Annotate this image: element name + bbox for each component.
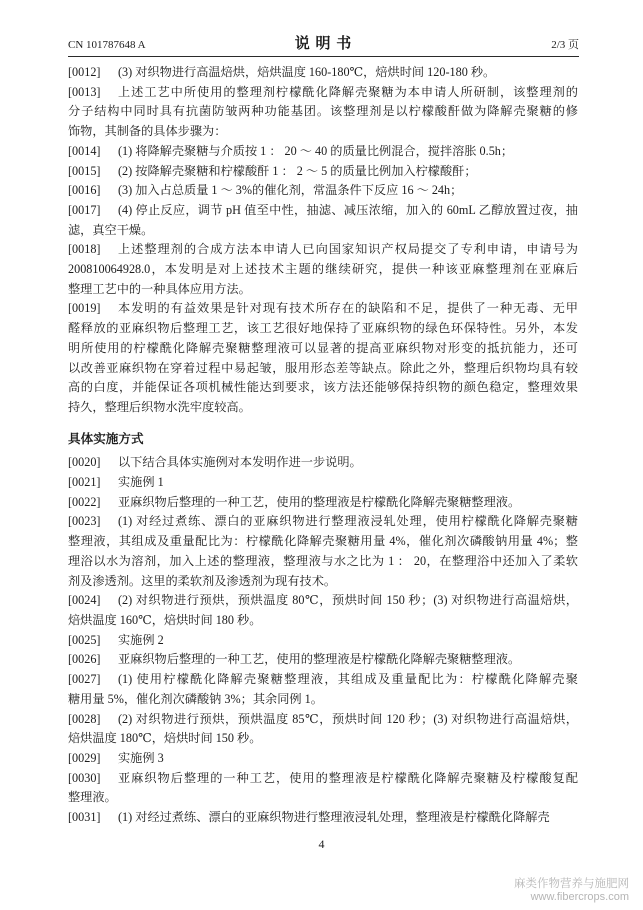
- paragraph-first-line: [68, 83, 578, 103]
- text-line: 饰物，其制备的具体步骤为：: [68, 124, 227, 139]
- paragraph-first-line: [68, 201, 578, 221]
- paragraph-first-line: [68, 749, 578, 769]
- paragraph-number: [0015]: [68, 163, 101, 178]
- text-line: (3) 加入占总质量 1 ～ 3%的催化剂，常温条件下反应 16 ～ 24h；: [118, 183, 463, 198]
- paragraph-number: [0025]: [68, 632, 101, 647]
- text-line: 以改善亚麻织物在穿着过程中易起皱，服用形态差等缺点。除此之外，整理后织物均具有较: [68, 360, 578, 375]
- paragraph-first-line: [68, 142, 578, 162]
- text-line: 明所使用的柠檬酰化降解壳聚糖整理液可以显著的提高亚麻织物对形变的抵抗能力，还可: [68, 340, 578, 355]
- paragraph: [68, 63, 578, 83]
- text-line: 本发明的有益效果是针对现有技术所存在的缺陷和不足，提供了一种无毒、无甲: [118, 301, 578, 316]
- paragraph: [68, 512, 578, 591]
- paragraph-number: [0026]: [68, 652, 101, 667]
- paragraph-number: [0027]: [68, 672, 101, 687]
- watermark: [514, 877, 629, 904]
- page-body: [68, 63, 578, 828]
- paragraph: [68, 493, 578, 513]
- paragraph: [68, 240, 578, 299]
- page-number: 4: [318, 837, 325, 851]
- text-line: 以下结合具体实施例对本发明作进一步说明。: [118, 455, 362, 470]
- text-line: 焙烘温度 180℃，焙烘时间 150 秒。: [68, 731, 262, 746]
- text-line: (2) 对织物进行预烘，预烘温度 80℃，预烘时间 150 秒；(3) 对织物进行高温焙烘，: [118, 593, 578, 608]
- paragraph-number: [0014]: [68, 143, 101, 158]
- paragraph-number: [0013]: [68, 84, 101, 99]
- text-line: (2) 按降解壳聚糖和柠檬酸酐 1 ： 2 ～ 5 的质量比例加入柠檬酸酐；: [118, 163, 477, 178]
- paragraph-number: [0016]: [68, 183, 101, 198]
- paragraph: [68, 650, 578, 670]
- paragraph-number: [0029]: [68, 750, 101, 765]
- paragraph: [68, 631, 578, 651]
- text-line: (1) 将降解壳聚糖与介质按 1 ： 20 ～ 40 的质量比例混合，搅拌溶胀 0.5h；: [118, 143, 514, 158]
- paragraph-number: [0012]: [68, 65, 101, 79]
- text-line: 糖用量 5%，催化剂次磷酸钠 3%；其余同例 1。: [68, 691, 323, 706]
- text-line: 亚麻织物后整理的一种工艺，使用的整理液是柠檬酰化降解壳聚糖整理液。: [118, 494, 521, 509]
- text-line: 分子结构中同时具有抗菌防皱两种功能基团。该整理剂是以柠檬酸酐做为降解壳聚糖的修: [68, 104, 578, 119]
- watermark-site-name: 麻类作物营养与施肥网: [514, 878, 629, 890]
- paragraph-number: [0018]: [68, 242, 101, 257]
- text-line: 上述整理剂的合成方法本申请人已向国家知识产权局提交了专利申请，申请号为: [118, 242, 578, 257]
- text-line: 上述工艺中所使用的整理剂柠檬酰化降解壳聚糖为本申请人所研制，该整理剂的: [118, 84, 578, 99]
- paragraph-first-line: [68, 808, 578, 828]
- paragraph: [68, 181, 578, 201]
- text-line: 实施例 3: [118, 750, 164, 765]
- description-section: [68, 63, 578, 418]
- publication-number: CN 101787648 A: [68, 39, 146, 51]
- paragraph-first-line: [68, 670, 578, 690]
- text-line: 剂及渗透剂。这里的柔软剂及渗透剂为现有技术。: [68, 573, 337, 588]
- paragraph-number: [0020]: [68, 455, 101, 470]
- text-line: 滤，真空干燥。: [68, 222, 154, 237]
- section-heading: 具体实施方式: [68, 431, 144, 446]
- paragraph-first-line: [68, 63, 578, 83]
- text-line: (3) 对织物进行高温焙烘，焙烘温度 160-180℃，焙烘时间 120-180 秒。: [118, 65, 496, 79]
- text-line: 亚麻织物后整理的一种工艺，使用的整理液是柠檬酰化降解壳聚糖及柠檬酸复配: [118, 770, 578, 785]
- text-line: (2) 对织物进行预烘，预烘温度 85℃，预烘时间 120 秒；(3) 对织物进行高温焙烘，: [118, 711, 578, 726]
- text-line: (1) 使用柠檬酰化降解壳聚糖整理液，其组成及重量配比为：柠檬酰化降解壳聚: [118, 672, 578, 687]
- paragraph: [68, 749, 578, 769]
- paragraph-number: [0022]: [68, 494, 101, 509]
- paragraph-number: [0023]: [68, 514, 101, 529]
- paragraph-first-line: [68, 512, 578, 532]
- text-line: 整理工艺中的一种具体应用方法。: [68, 281, 251, 296]
- page-header: [68, 35, 579, 53]
- paragraph: [68, 453, 578, 473]
- paragraph: [68, 473, 578, 493]
- paragraph-number: [0021]: [68, 475, 101, 490]
- text-line: 整理液。: [68, 790, 117, 805]
- paragraph-first-line: [68, 181, 578, 201]
- paragraph: [68, 83, 578, 142]
- paragraph-number: [0030]: [68, 770, 101, 785]
- paragraph-number: [0024]: [68, 593, 101, 608]
- paragraph-number: [0028]: [68, 711, 101, 726]
- paragraph-first-line: [68, 473, 578, 493]
- text-line: 理浴以水为溶剂，加入上述的整理液，整理液与水之比为 1 ： 20，在整理浴中还加入了柔软: [68, 553, 578, 568]
- paragraph-first-line: [68, 493, 578, 513]
- text-line: 实施例 1: [118, 475, 164, 490]
- paragraph: [68, 591, 578, 630]
- paragraph: [68, 201, 578, 240]
- paragraph-number: [0031]: [68, 810, 101, 825]
- text-line: (1) 对经过煮练、漂白的亚麻织物进行整理液浸轧处理，使用柠檬酰化降解壳聚糖: [118, 514, 578, 529]
- paragraph-first-line: [68, 162, 578, 182]
- paragraph: [68, 670, 578, 709]
- paragraph-first-line: [68, 453, 578, 473]
- paragraph-first-line: [68, 591, 578, 611]
- paragraph: [68, 769, 578, 808]
- text-line: (1) 对经过煮练、漂白的亚麻织物进行整理液浸轧处理，整理液是柠檬酰化降解壳: [118, 810, 550, 825]
- paragraph: [68, 162, 578, 182]
- paragraph-number: [0019]: [68, 301, 101, 316]
- paragraph-first-line: [68, 650, 578, 670]
- paragraph-number: [0017]: [68, 202, 101, 217]
- document-title: 说 明 书: [294, 36, 353, 52]
- page-indicator: 2/3 页: [551, 39, 579, 51]
- text-line: 亚麻织物后整理的一种工艺，使用的整理液是柠檬酰化降解壳聚糖整理液。: [118, 652, 521, 667]
- paragraph: [68, 142, 578, 162]
- text-line: 200810064928.0，本发明是对上述技术主题的继续研究，提供一种该亚麻整理剂在亚麻后: [68, 262, 578, 277]
- text-line: 醛释放的亚麻织物后整理工艺，该工艺很好地保持了亚麻织物的绿色环保特性。另外，本发: [68, 321, 578, 336]
- paragraph-first-line: [68, 631, 578, 651]
- text-line: 高的白度，并能保证各项机械性能达到要求，该方法还能够保持织物的颜色稳定，整理效果: [68, 380, 578, 395]
- paragraph-first-line: [68, 769, 578, 789]
- paragraph: [68, 808, 578, 828]
- text-line: 持久，整理后织物水洗牢度较高。: [68, 399, 251, 414]
- paragraph-first-line: [68, 240, 578, 260]
- text-line: (4) 停止反应，调节 pH 值至中性，抽滤、减压浓缩，加入的 60mL 乙醇放置过夜，抽: [118, 202, 578, 217]
- text-line: 实施例 2: [118, 632, 164, 647]
- paragraph: [68, 299, 578, 417]
- paragraph: [68, 710, 578, 749]
- text-line: 焙烘温度 160℃，焙烘时间 180 秒。: [68, 612, 262, 627]
- text-line: 整理液，其组成及重量配比为：柠檬酰化降解壳聚糖用量 4%，催化剂次磷酸钠用量 4%；整: [68, 534, 578, 549]
- embodiments-section: [68, 453, 578, 827]
- paragraph-first-line: [68, 299, 578, 319]
- paragraph-first-line: [68, 710, 578, 730]
- watermark-url: www.fibercrops.com: [530, 891, 629, 903]
- header-divider: [68, 56, 579, 57]
